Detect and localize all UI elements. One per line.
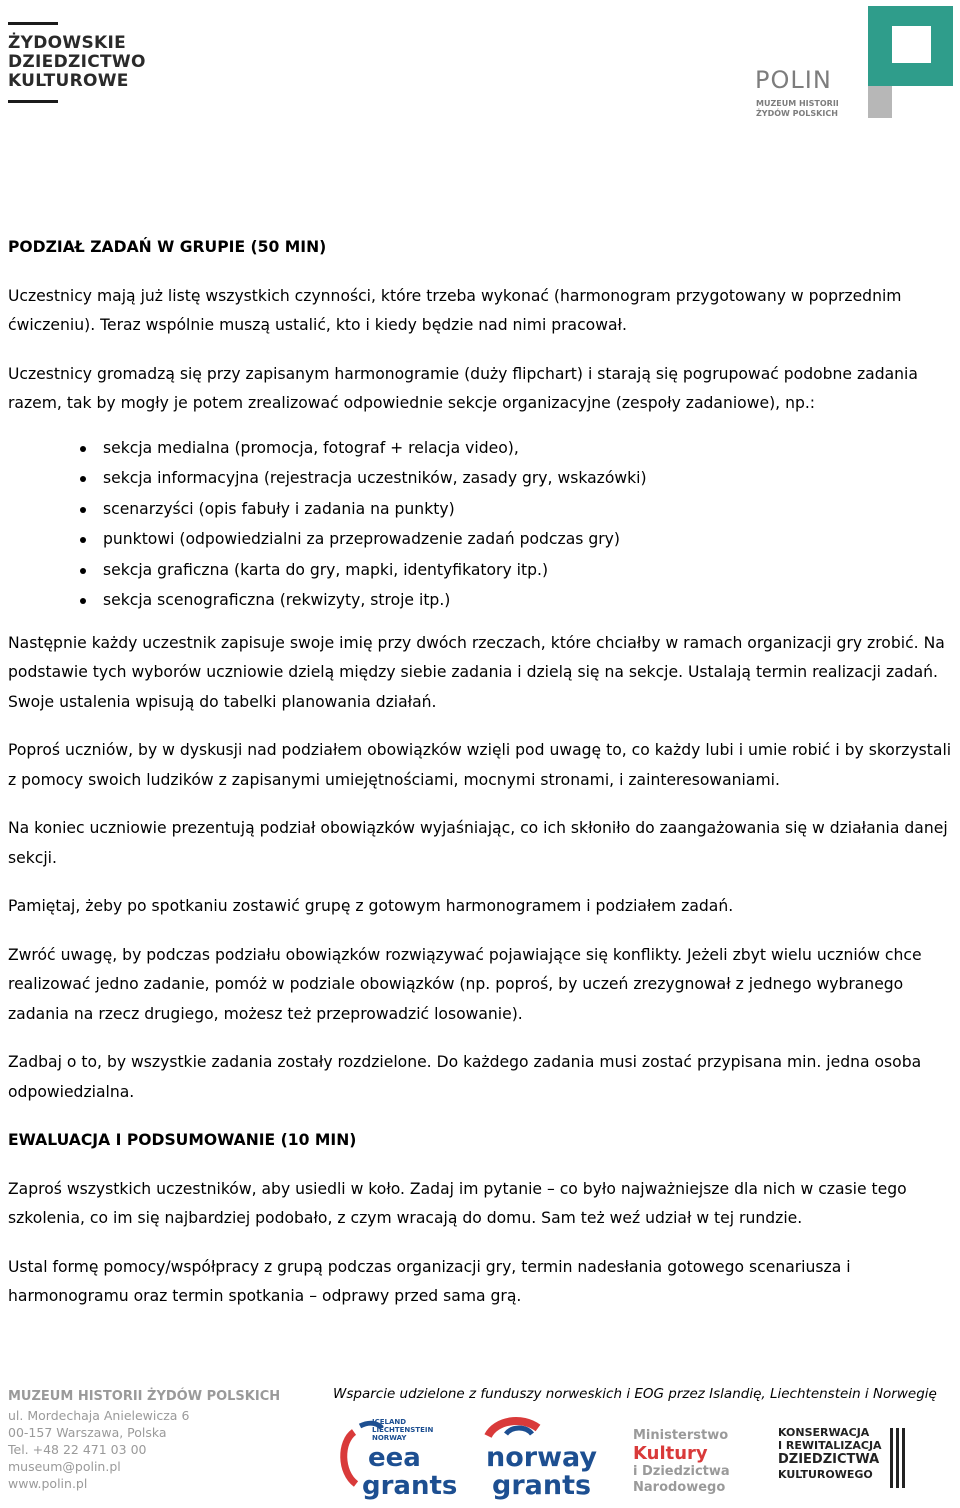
paragraph: Zaproś wszystkich uczestników, aby usiedli w koło. Zadaj im pytanie – co było najważniejsze dla nich w czasie tego szkolenia, co im się najbardziej podobało, z czym wracają do domu. Sam też weź udział w tej rundzie. [8, 1179, 907, 1227]
paragraph: Na koniec uczniowie prezentują podział obowiązków wyjaśniając, co ich skłoniło do zaangażowania się w działania danej sekcji. [8, 819, 948, 867]
logo-top-bar [8, 22, 58, 25]
list-item: sekcja scenograficzna (rekwizyty, stroje itp.) [103, 585, 953, 616]
norway-grants-mark-icon [482, 1414, 607, 1500]
document-body [8, 233, 953, 1331]
paragraph: Następnie każdy uczestnik zapisuje swoje imię przy dwóch rzeczach, które chciałby w ramach organizacji gry zrobić. Na podstawie tych wyborów uczniowie dzielą między siebie zadania i dzielą się na sekcje. Ustalają termin realizacji zadań. Swoje ustalenia wpisują do tabelki planowania działań. [8, 633, 945, 711]
logo-line: KULTUROWE [8, 71, 129, 91]
ministry-line: Narodowego [633, 1480, 726, 1495]
ministry-line: Kultury [633, 1443, 708, 1464]
zydowskie-dziedzictwo-logo [8, 22, 146, 103]
konserwacja-line: KONSERWACJA [778, 1426, 870, 1439]
section-heading: PODZIAŁ ZADAŃ W GRUPIE (50 MIN) [8, 238, 327, 256]
list-item: scenarzyści (opis fabuły i zadania na punkty) [103, 494, 953, 525]
address-line: www.polin.pl [8, 1476, 88, 1491]
address-line: Tel. +48 22 471 03 00 [8, 1442, 147, 1457]
paragraph: Uczestnicy mają już listę wszystkich czynności, które trzeba wykonać (harmonogram przygotowany w poprzednim ćwiczeniu). Teraz wspólnie muszą ustalić, kto i kiedy będzie nad nimi pracował. [8, 286, 902, 334]
konserwacja-line: I REWITALIZACJA [778, 1439, 882, 1452]
eea-big-text: grants [362, 1471, 458, 1500]
polin-name: POLIN [755, 66, 832, 94]
museum-contact [8, 1389, 280, 1492]
ministry-line: i Dziedzictwa [633, 1464, 730, 1479]
paragraph: Pamiętaj, żeby po spotkaniu zostawić grupę z gotowym harmonogramem i podziałem zadań. [8, 897, 734, 915]
polin-subtitle-line: MUZEUM HISTORII [756, 99, 839, 108]
bullet-list [8, 433, 953, 616]
norway-big-text: norway [486, 1442, 598, 1473]
ministry-line: Ministerstwo [633, 1428, 729, 1443]
eea-grants-logo [338, 1414, 458, 1500]
eea-small-text: ICELAND [372, 1418, 407, 1426]
logo-bottom-bar [8, 100, 58, 103]
konserwacja-line: DZIEDZICTWA [778, 1452, 880, 1467]
konserwacja-logo [778, 1426, 888, 1496]
eea-small-text: LIECHTENSTEIN [372, 1426, 434, 1434]
address-line: 00-157 Warszawa, Polska [8, 1425, 167, 1440]
museum-title: MUZEUM HISTORII ŻYDÓW POLSKICH [8, 1389, 281, 1404]
list-item: sekcja graficzna (karta do gry, mapki, identyfikatory itp.) [103, 555, 953, 586]
paragraph: Poproś uczniów, by w dyskusji nad podziałem obowiązków wzięli pod uwagę to, co każdy lubi i umie robić i by skorzystali z pomocy swoich ludzików z zapisanymi umiejętnościami, mocnymi stronami, i zainteresowaniami. [8, 741, 952, 789]
polin-subtitle-line: ŻYDÓW POLSKICH [756, 109, 838, 118]
paragraph: Ustal formę pomocy/współpracy z grupą podczas organizacji gry, termin nadesłania gotowego scenariusza i harmonogramu oraz termin spotkania – odprawy przed sama grą. [8, 1257, 851, 1305]
ministry-culture-logo [633, 1428, 753, 1498]
logo-line: DZIEDZICTWO [8, 52, 146, 72]
eea-grants-mark-icon [338, 1414, 458, 1500]
list-item: sekcja informacyjna (rejestracja uczestników, zasady gry, wskazówki) [103, 463, 953, 494]
konserwacja-line: KULTUROWEGO [778, 1468, 873, 1481]
konserwacja-stripes-icon [890, 1428, 905, 1488]
section-heading: EWALUACJA I PODSUMOWANIE (10 MIN) [8, 1131, 357, 1149]
address-line: museum@polin.pl [8, 1459, 121, 1474]
norway-big-text: grants [492, 1470, 592, 1500]
polin-subtitle [756, 99, 839, 119]
polin-logo [752, 6, 957, 118]
list-item: sekcja medialna (promocja, fotograf + relacja video), [103, 433, 953, 464]
logo-line: ŻYDOWSKIE [8, 33, 127, 53]
eea-big-text: eea [368, 1443, 421, 1473]
address-line: ul. Mordechaja Anielewicza 6 [8, 1408, 190, 1423]
paragraph: Uczestnicy gromadzą się przy zapisanym harmonogramie (duży flipchart) i starają się pogrupować podobne zadania razem, tak by mogły je potem zrealizować odpowiednie sekcje organizacyjne (zespoły zadaniowe), np.: [8, 364, 918, 412]
paragraph: Zwróć uwagę, by podczas podziału obowiązków rozwiązywać pojawiające się konflikty. Jeżeli zbyt wielu uczniów chce realizować jedno zadanie, pomóż w podziale obowiązków (np. poproś, by uczeń zrezygnował z jednego wybranego zadania na rzecz drugiego, możesz też przeprowadzić losowanie). [8, 945, 922, 1023]
funding-note: Wsparcie udzielone z funduszy norweskich i EOG przez Islandię, Liechtenstein i Norwegię [333, 1386, 937, 1402]
norway-grants-logo [482, 1414, 607, 1500]
eea-small-text: NORWAY [372, 1434, 407, 1442]
paragraph: Zadbaj o to, by wszystkie zadania zostały rozdzielone. Do każdego zadania musi zostać przypisana min. jedna osoba odpowiedzialna. [8, 1053, 922, 1101]
list-item: punktowi (odpowiedzialni za przeprowadzenie zadań podczas gry) [103, 524, 953, 555]
polin-mark-icon [868, 6, 953, 118]
